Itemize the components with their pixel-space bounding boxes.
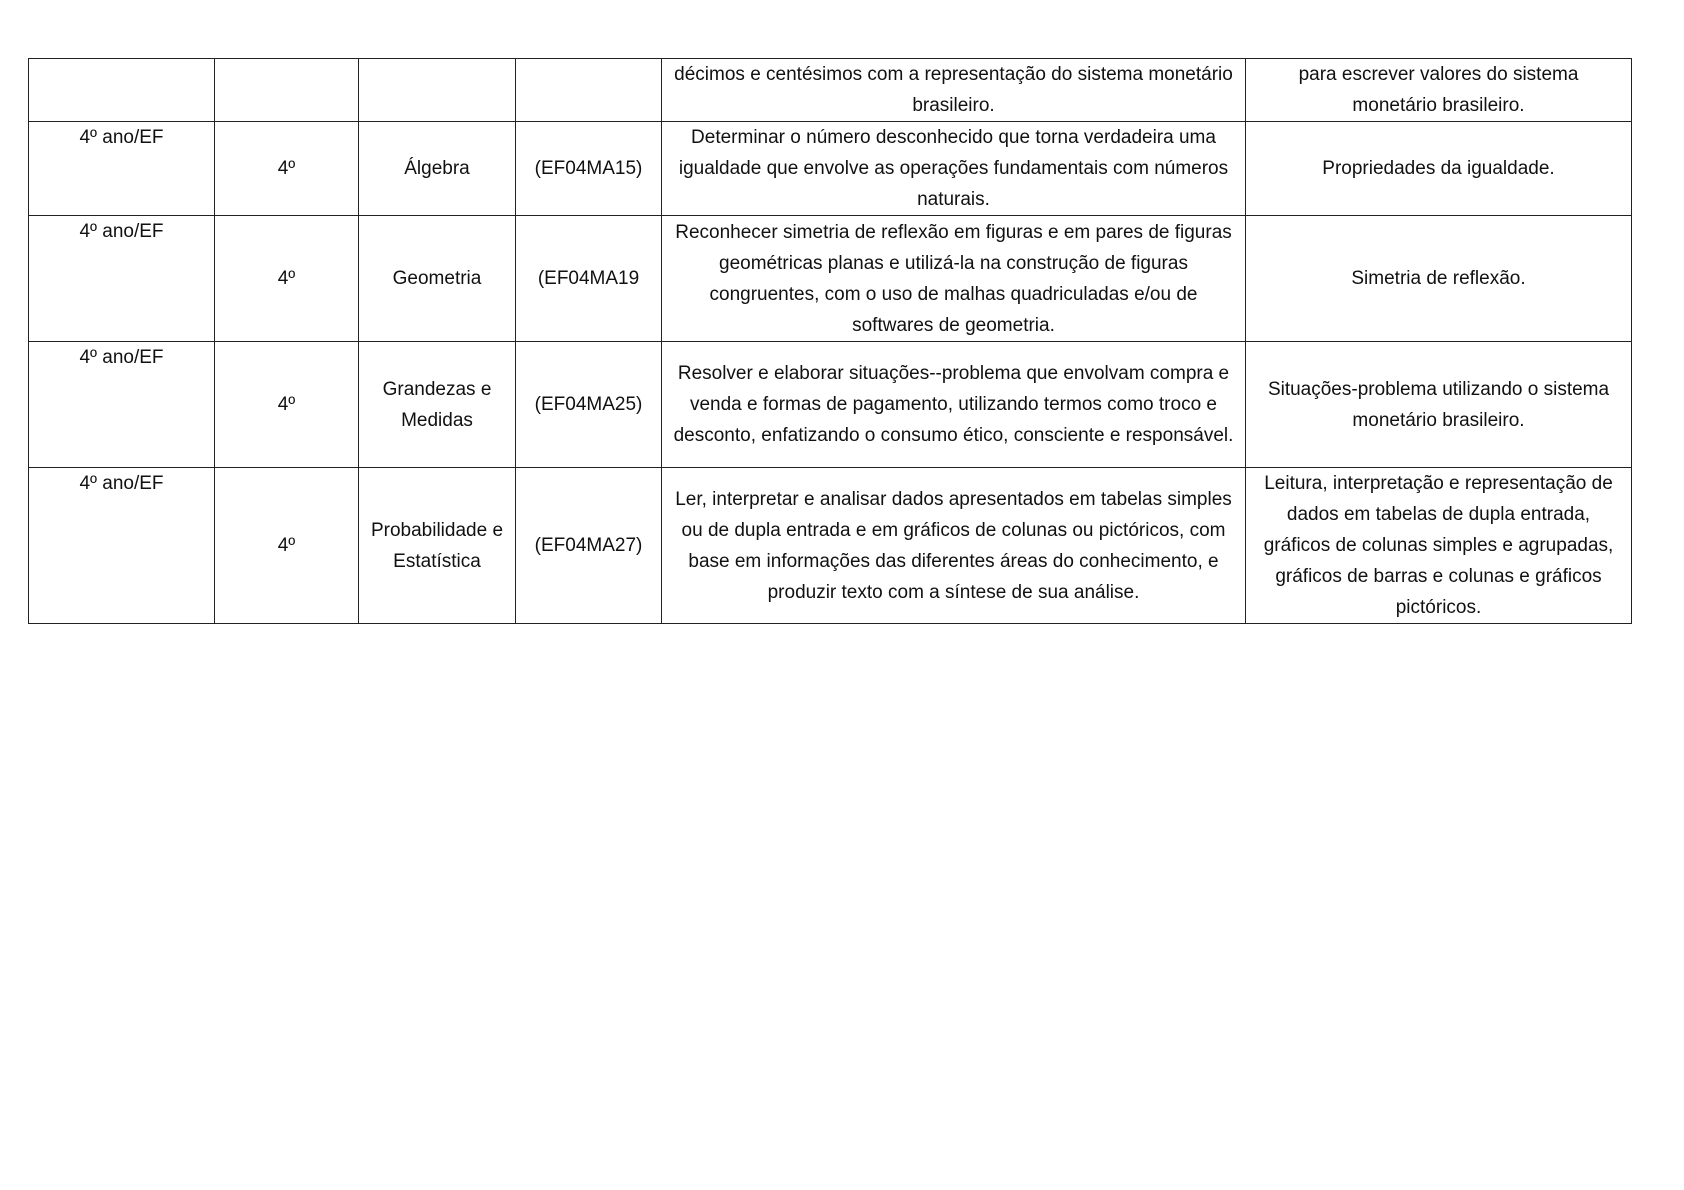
cell-unidade: Grandezas e Medidas: [359, 342, 516, 468]
cell-ano: [29, 59, 215, 122]
cell-habilidade: Reconhecer simetria de reflexão em figuras e em pares de figuras geométricas planas e utilizá-la na construção de figuras congruentes, com o uso de malhas quadriculadas e/ou de softwares de geometria.: [662, 216, 1246, 342]
table-row: [29, 468, 1632, 624]
cell-serie: 4º: [215, 216, 359, 342]
cell-objeto: Propriedades da igualdade.: [1246, 122, 1632, 216]
cell-ano: 4º ano/EF: [29, 342, 215, 468]
cell-serie: 4º: [215, 342, 359, 468]
cell-habilidade: décimos e centésimos com a representação do sistema monetário brasileiro.: [662, 59, 1246, 122]
cell-habilidade: Resolver e elaborar situações--problema que envolvam compra e venda e formas de pagamento, utilizando termos como troco e desconto, enfatizando o consumo ético, consciente e responsável.: [662, 342, 1246, 468]
cell-unidade: [359, 59, 516, 122]
cell-objeto: para escrever valores do sistema monetário brasileiro.: [1246, 59, 1632, 122]
cell-ano: 4º ano/EF: [29, 216, 215, 342]
cell-codigo: (EF04MA25): [516, 342, 662, 468]
cell-objeto: Leitura, interpretação e representação de dados em tabelas de dupla entrada, gráficos de colunas simples e agrupadas, gráficos de barras e colunas e gráficos pictóricos.: [1246, 468, 1632, 624]
curriculum-table: [28, 58, 1632, 624]
cell-codigo: [516, 59, 662, 122]
cell-codigo: (EF04MA15): [516, 122, 662, 216]
cell-unidade: Probabilidade e Estatística: [359, 468, 516, 624]
table-row: [29, 342, 1632, 468]
table-row: [29, 216, 1632, 342]
cell-codigo: (EF04MA19: [516, 216, 662, 342]
cell-ano: 4º ano/EF: [29, 122, 215, 216]
cell-serie: 4º: [215, 468, 359, 624]
cell-codigo: (EF04MA27): [516, 468, 662, 624]
cell-habilidade: Ler, interpretar e analisar dados apresentados em tabelas simples ou de dupla entrada e em gráficos de colunas ou pictóricos, com base em informações das diferentes áreas do conhecimento, e produzir texto com a síntese de sua análise.: [662, 468, 1246, 624]
cell-habilidade: Determinar o número desconhecido que torna verdadeira uma igualdade que envolve as operações fundamentais com números naturais.: [662, 122, 1246, 216]
cell-serie: 4º: [215, 122, 359, 216]
cell-objeto: Simetria de reflexão.: [1246, 216, 1632, 342]
table-row: [29, 59, 1632, 122]
cell-objeto: Situações-problema utilizando o sistema monetário brasileiro.: [1246, 342, 1632, 468]
cell-unidade: Álgebra: [359, 122, 516, 216]
cell-unidade: Geometria: [359, 216, 516, 342]
cell-serie: [215, 59, 359, 122]
cell-ano: 4º ano/EF: [29, 468, 215, 624]
table-row: [29, 122, 1632, 216]
